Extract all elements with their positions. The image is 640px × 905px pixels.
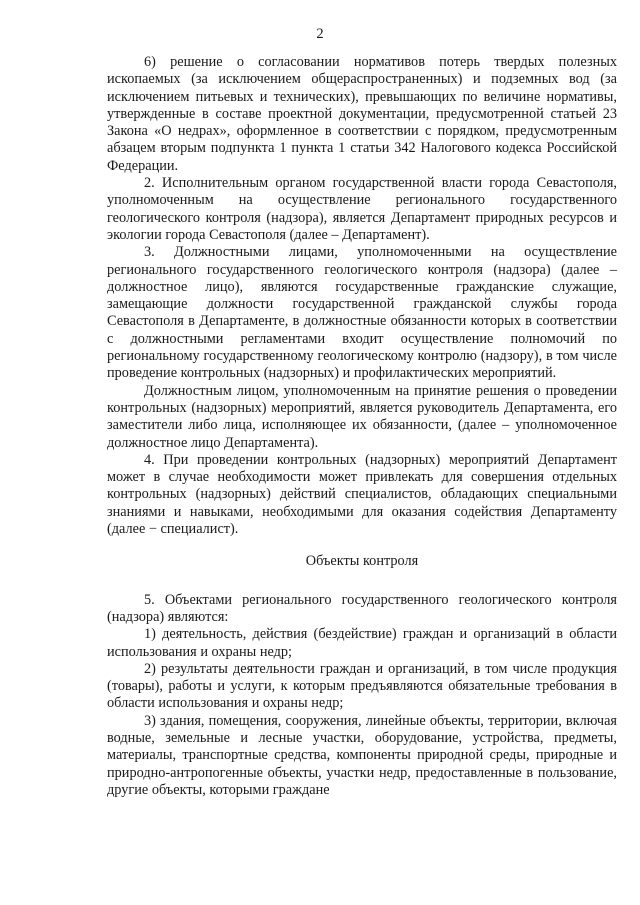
- paragraph-3: 3. Должностными лицами, уполномоченными на осуществление регионального государственного геологического контроля (надзора) (далее – должностное лицо), являются государственные гражданские служащие, замещающие должности государственной гражданской службы города Севастополя в Департаменте, в должностные обязанности которых в соответствии с должностными регламентами входит осуществление полномочий по региональному государственному геологическому контролю (надзору), в том числе проведение контрольных (надзорных) и профилактических мероприятий.: [107, 244, 617, 382]
- paragraph-2: 2. Исполнительным органом государственной власти города Севастополя, уполномоченным на осуществление регионального государственного геологического контроля (надзора), является Департамент природных ресурсов и экологии города Севастополя (далее – Департамент).: [107, 175, 617, 243]
- paragraph-item-6: 6) решение о согласовании нормативов потерь твердых полезных ископаемых (за исключением общераспространенных) и подземных вод (за исключением питьевых и технических), превышающих по величине нормативы, утвержденные в составе проектной документации, предусмотренной статьей 23 Закона «О недрах», оформленное в соответствии с порядком, предусмотренным абзацем вторым подпункта 1 пункта 1 статьи 342 Налогового кодекса Российской Федерации.: [107, 54, 617, 174]
- page-number: 2: [316, 26, 324, 42]
- paragraph-5: 5. Объектами регионального государственного геологического контроля (надзора) являются:: [107, 591, 617, 625]
- paragraph-5-item-2: 2) результаты деятельности граждан и организаций, в том числе продукция (товары), работы и услуги, к которым предъявляются обязательные требования в области использования и охраны недр;: [107, 660, 617, 712]
- paragraph-authorized-official: Должностным лицом, уполномоченным на принятие решения о проведении контрольных (надзорных) мероприятий, является руководитель Департамента, его заместители либо лица, исполняющее их обязанности, (далее – уполномоченное должностное лицо Департамента).: [107, 382, 617, 451]
- section-heading: Объекты контроля: [305, 553, 419, 570]
- paragraph-5-item-3: 3) здания, помещения, сооружения, линейные объекты, территории, включая водные, земельные и лесные участки, оборудование, устройства, предметы, материалы, транспортные средства, компоненты природной среды, природные и природно-антропогенные объекты, участки недр, предоставленные в пользование, другие объекты, которыми граждане: [107, 712, 617, 798]
- paragraph-4: 4. При проведении контрольных (надзорных) мероприятий Департамент может в случае необходимости может привлекать для совершения отдельных контрольных (надзорных) действий специалистов, обладающих специальными знаниями и навыками, необходимыми для оказания содействия Департаменту (далее − специалист).: [107, 451, 617, 538]
- document-body: [107, 54, 617, 799]
- paragraph-5-item-1: 1) деятельность, действия (бездействие) граждан и организаций в области использования и охраны недр;: [107, 626, 617, 660]
